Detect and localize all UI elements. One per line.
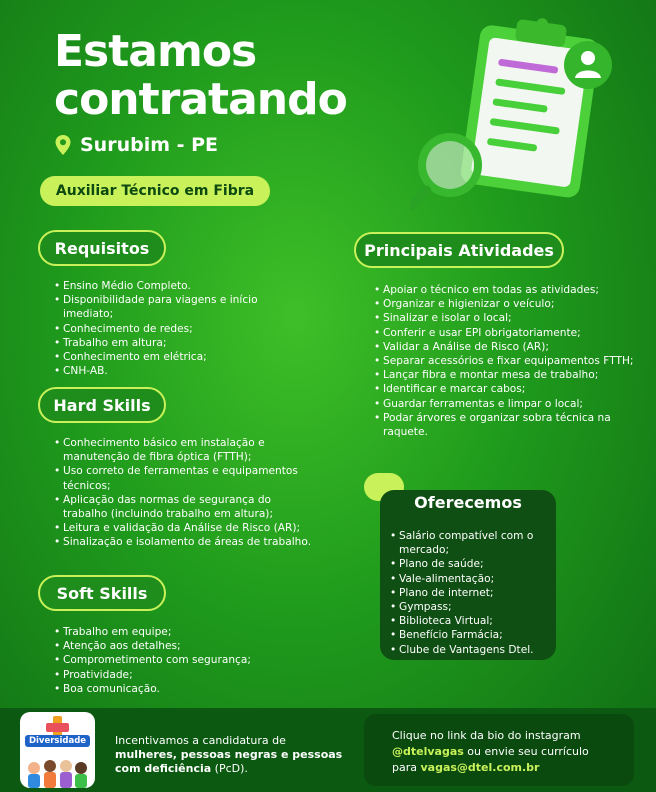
diversity-label — [20, 736, 95, 746]
list-item: • Identificar e marcar cabos; — [374, 382, 638, 396]
list-item: • Apoiar o técnico em todas as atividades; — [374, 283, 638, 297]
diversity-text-2: (PcD). — [211, 762, 248, 775]
instagram-handle-link[interactable]: @dtelvagas — [392, 745, 464, 758]
list-item: • Comprometimento com segurança; — [54, 653, 304, 667]
contact-line-2-text: ou envie seu currículo — [463, 745, 589, 758]
list-item: • Trabalho em altura; — [54, 336, 294, 350]
requisitos-list — [54, 279, 294, 378]
map-pin-icon — [54, 134, 72, 156]
list-item: • Separar acessórios e fixar equipamentos FTTH; — [374, 354, 638, 368]
location-text: Surubim - PE — [80, 134, 219, 156]
list-item: • Biblioteca Virtual; — [390, 614, 550, 628]
contact-text — [392, 728, 589, 776]
diversity-label-text: Diversidade — [25, 735, 90, 747]
list-item: • Conhecimento básico em instalação e manutenção de fibra óptica (FTTH); — [54, 436, 316, 464]
soft-skills-list — [54, 625, 304, 696]
list-item: • Proatividade; — [54, 668, 304, 682]
contact-line-2 — [392, 744, 589, 760]
contact-line-3-text: para — [392, 761, 421, 774]
contact-line-1: Clique no link da bio do instagram — [392, 729, 581, 742]
diversity-statement — [115, 734, 345, 776]
diversity-plus-icon — [20, 712, 95, 788]
atividades-list — [374, 283, 638, 439]
title-line-2: contratando — [54, 74, 347, 125]
list-item: • Conferir e usar EPI obrigatoriamente; — [374, 326, 638, 340]
hard-skills-list — [54, 436, 316, 550]
list-item: • Sinalização e isolamento de áreas de trabalho. — [54, 535, 316, 549]
list-item: • Leitura e validação da Análise de Risco (AR); — [54, 521, 316, 535]
list-item: • Boa comunicação. — [54, 682, 304, 696]
soft-skills-heading: Soft Skills — [38, 575, 166, 611]
list-item: • Validar a Análise de Risco (AR); — [374, 340, 638, 354]
list-item: • Salário compatível com o mercado; — [390, 529, 550, 557]
list-item: • Gympass; — [390, 600, 550, 614]
title-line-1: Estamos — [54, 26, 257, 77]
email-link[interactable]: vagas@dtel.com.br — [420, 761, 540, 774]
list-item: • Plano de saúde; — [390, 557, 550, 571]
list-item: • Vale-alimentação; — [390, 572, 550, 586]
page-title — [54, 28, 347, 124]
list-item: • Clube de Vantagens Dtel. — [390, 643, 550, 657]
list-item: • Benefício Farmácia; — [390, 628, 550, 642]
clipboard-illustration-icon — [410, 10, 630, 225]
requisitos-heading: Requisitos — [38, 230, 166, 266]
diversity-text-1: Incentivamos a candidatura de — [115, 734, 286, 747]
oferecemos-list — [390, 529, 550, 657]
list-item: • Trabalho em equipe; — [54, 625, 304, 639]
job-title-badge: Auxiliar Técnico em Fibra — [40, 176, 270, 206]
list-item: • Conhecimento de redes; — [54, 322, 294, 336]
list-item: • CNH-AB. — [54, 364, 294, 378]
list-item: • Guardar ferramentas e limpar o local; — [374, 397, 638, 411]
diversity-card — [20, 712, 95, 788]
list-item: • Lançar fibra e montar mesa de trabalho; — [374, 368, 638, 382]
list-item: • Atenção aos detalhes; — [54, 639, 304, 653]
hard-skills-heading: Hard Skills — [38, 387, 166, 423]
list-item: • Disponibilidade para viagens e início imediato; — [54, 293, 294, 321]
list-item: • Aplicação das normas de segurança do trabalho (incluindo trabalho em altura); — [54, 493, 316, 521]
list-item: • Sinalizar e isolar o local; — [374, 311, 638, 325]
list-item: • Conhecimento em elétrica; — [54, 350, 294, 364]
list-item: • Uso correto de ferramentas e equipamentos técnicos; — [54, 464, 316, 492]
diversity-text-bold: mulheres, pessoas negras e pessoas com deficiência — [115, 748, 343, 775]
list-item: • Ensino Médio Completo. — [54, 279, 294, 293]
list-item: • Plano de internet; — [390, 586, 550, 600]
oferecemos-heading: Oferecemos — [414, 493, 522, 512]
location — [54, 134, 218, 156]
list-item: • Organizar e higienizar o veículo; — [374, 297, 638, 311]
list-item: • Podar árvores e organizar sobra técnica na raquete. — [374, 411, 638, 439]
contact-line-3 — [392, 760, 589, 776]
atividades-heading: Principais Atividades — [354, 232, 564, 268]
